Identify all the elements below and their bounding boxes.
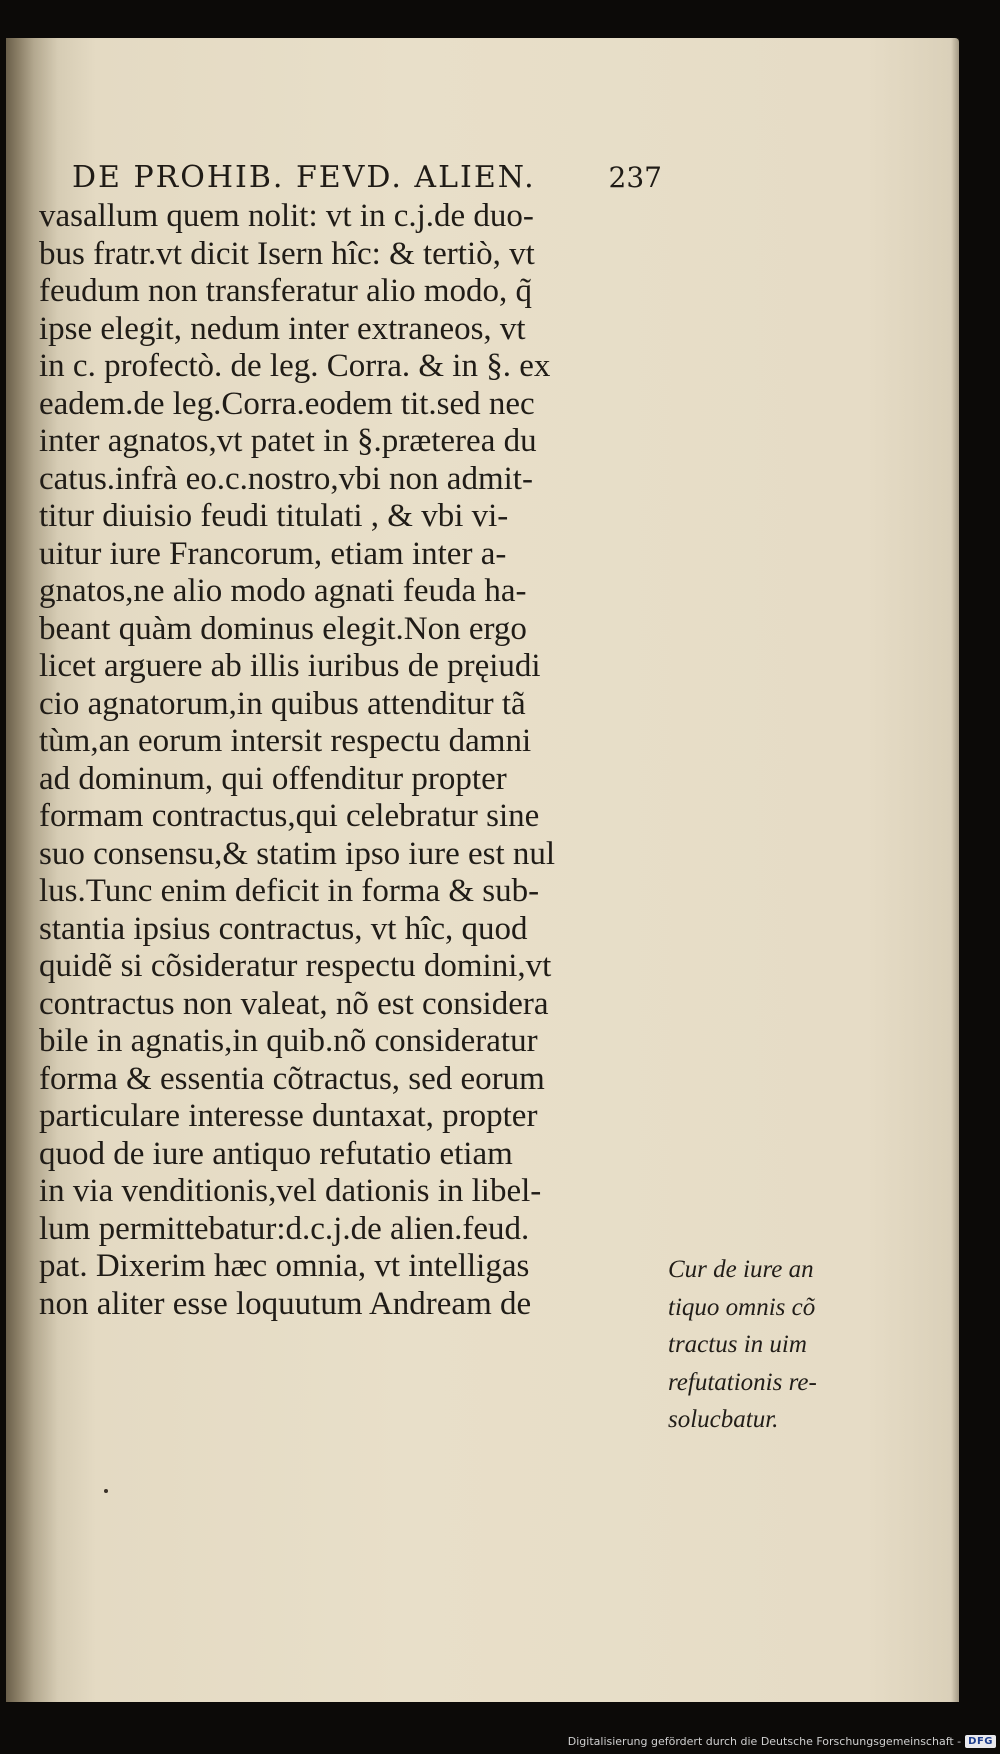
marginal-note-line: refutationis re- (668, 1368, 817, 1396)
text-line: quidẽ si cõsideratur respectu domini,vt (39, 948, 552, 984)
text-line: pat. Dixerim hæc omnia, vt intelligas (39, 1248, 530, 1284)
marginal-note-line: tractus in uim (668, 1331, 807, 1358)
text-line: beant quàm dominus elegit.Non ergo (39, 610, 527, 647)
text-line: titur diuisio feudi titulati , & vbi vi- (39, 498, 509, 534)
text-line: ad dominum, qui offenditur propter (39, 760, 507, 797)
marginal-note (668, 1251, 848, 1439)
text-line: tùm,an eorum intersit respectu damni (39, 723, 532, 759)
text-line: suo consensu,& statim ipso iure est nul (39, 835, 556, 872)
text-line: licet arguere ab illis iuribus de pręiudi (39, 648, 541, 684)
text-line: formam contractus,qui celebratur sine (39, 798, 540, 834)
text-line: forma & essentia cõtractus, sed eorum (39, 1060, 545, 1097)
text-line: non aliter esse loquutum Andream de (39, 1285, 532, 1322)
text-line: gnatos,ne alio modo agnati feuda ha- (39, 573, 527, 609)
text-line: quod de iure antiquo refutatio etiam (39, 1135, 513, 1172)
marginal-note-line: tiquo omnis cõ (668, 1293, 816, 1321)
text-line: particulare interesse duntaxat, propter (39, 1098, 538, 1134)
text-line: in via venditionis,vel dationis in libel- (39, 1173, 542, 1209)
marginal-note-line: Cur de iure an (668, 1256, 814, 1283)
text-line: lus.Tunc enim deficit in forma & sub- (39, 873, 540, 909)
marginal-note-line: solucbatur. (668, 1406, 779, 1433)
text-line: eadem.de leg.Corra.eodem tit.sed nec (39, 385, 535, 422)
running-head (72, 156, 662, 198)
funding-credit: Digitalisierung gefördert durch die Deutsche Forschungsgemeinschaft - (567, 1734, 962, 1748)
text-line: vasallum quem nolit: vt in c.j.de duo- (39, 198, 534, 234)
running-head-title: DE PROHIB. FEVD. ALIEN. (72, 159, 536, 195)
ink-speck (104, 1489, 108, 1493)
text-line: contractus non valeat, nõ est considera (39, 985, 549, 1022)
text-line: catus.infrà eo.c.nostro,vbi non admit- (39, 460, 533, 497)
text-line: bile in agnatis,in quib.nõ consideratur (39, 1023, 538, 1059)
text-line: stantia ipsius contractus, vt hîc, quod (39, 910, 528, 947)
body-text (39, 198, 659, 1323)
text-line: inter agnatos,vt patet in §.præterea du (39, 423, 537, 459)
digitization-footer (568, 1732, 996, 1750)
text-line: cio agnatorum,in quibus attenditur tã (39, 685, 526, 722)
text-line: uitur iure Francorum, etiam inter a- (39, 535, 507, 572)
text-line: in c. profectò. de leg. Corra. & in §. ex (39, 348, 551, 384)
dfg-logo: DFG (965, 1735, 996, 1748)
page-number: 237 (608, 160, 662, 194)
text-line: ipse elegit, nedum inter extraneos, vt (39, 310, 526, 347)
text-line: feudum non transferatur alio modo, q̃ (39, 273, 533, 309)
text-line: lum permittebatur:d.c.j.de alien.feud. (39, 1210, 530, 1247)
book-page (6, 38, 959, 1702)
text-line: bus fratr.vt dicit Isern hîc: & tertiò, vt (39, 235, 535, 272)
